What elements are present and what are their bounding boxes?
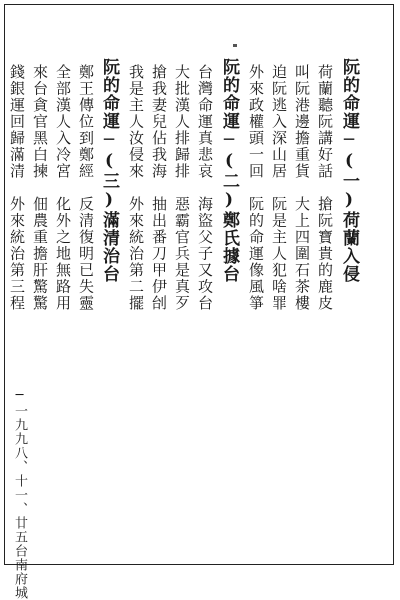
section3-title: 阮的命運─(三)滿清治台	[99, 58, 119, 283]
ink-mark	[233, 44, 237, 47]
section2-line-1: 台灣命運真悲哀 海盜父子又攻台	[196, 64, 214, 312]
section1-line-4: 外來政權頭一回 阮的命運像風箏	[247, 64, 265, 312]
section3-line-1: 鄭王傳位到鄭經 反清復明已失靈	[77, 64, 95, 312]
section2-line-3: 搶我妻兒佔我海 抽出番刀甲伊刣	[150, 64, 168, 312]
section2-line-4: 我是主人汝侵來 外來統治第二擺	[127, 64, 145, 312]
section2-title: 阮的命運─(二)鄭氏據台	[219, 58, 239, 283]
section1-line-3: 迫阮逃入深山居 阮是主人犯啥罪	[270, 64, 288, 312]
section1-line-2: 叫阮港邊擔重貨 大上四圍石茶樓	[293, 64, 311, 312]
section2-line-2: 大批漢人排歸排 惡霸官兵是真歹	[173, 64, 191, 312]
section3-line-3: 來台貪官黑白揀 佃農重擔肝驚驚	[31, 64, 49, 312]
section1-line-1: 荷蘭聽阮講好話 搶阮寶貴的鹿皮	[316, 64, 334, 312]
section3-line-4: 錢銀運回歸滿清 外來統治第三程	[8, 64, 26, 312]
date-stamp: ─一九九八、十一、廿五台南府城	[12, 388, 27, 600]
section1-title: 阮的命運─(一)荷蘭入侵	[339, 58, 359, 283]
section3-line-2: 全部漢人入冷宮 化外之地無路用	[54, 64, 72, 312]
